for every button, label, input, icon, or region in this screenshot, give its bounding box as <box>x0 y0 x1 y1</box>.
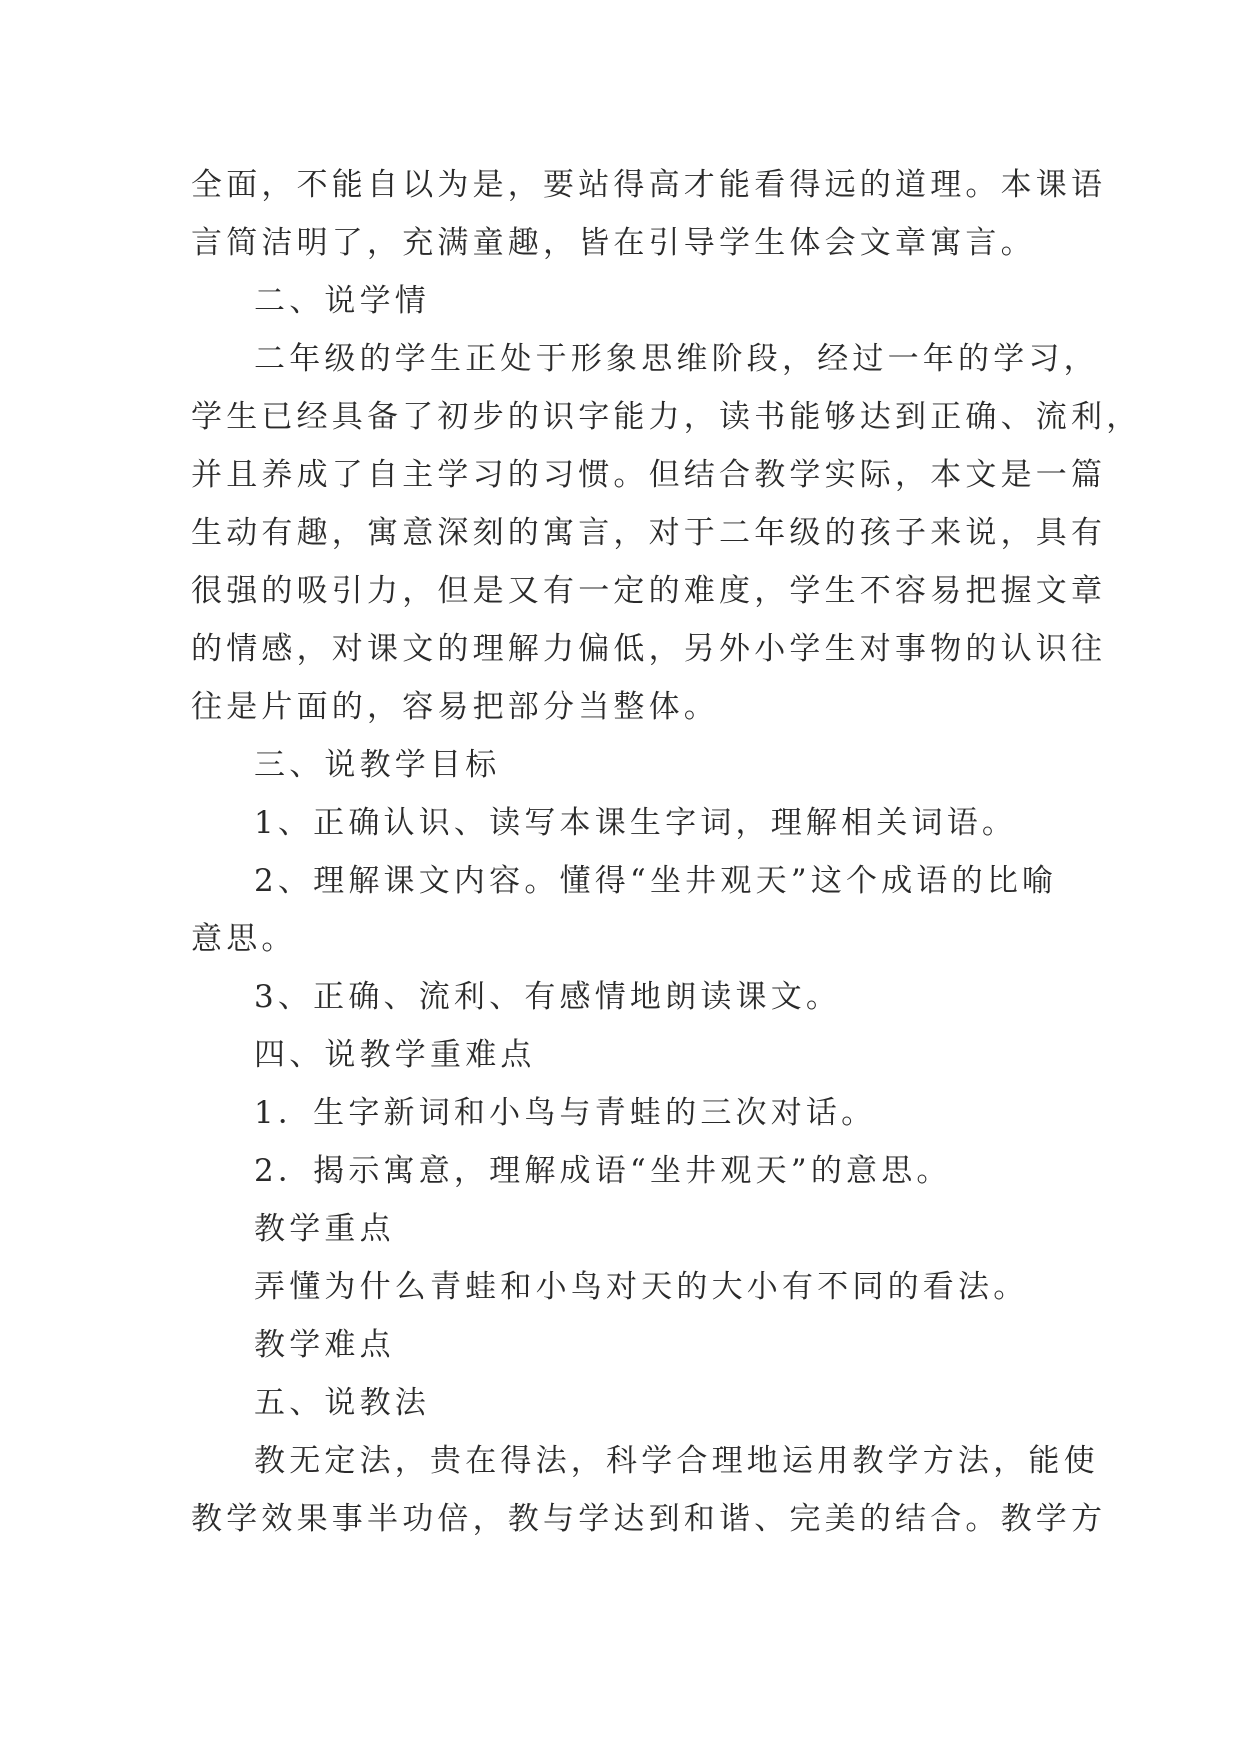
list-item: 2、理解课文内容。懂得“坐井观天”这个成语的比喻 <box>254 863 1058 899</box>
section-heading: 五、说教法 <box>254 1385 430 1421</box>
paragraph-line: 言简洁明了，充满童趣，皆在引导学生体会文章寓言。 <box>191 225 1036 261</box>
list-item: 3、正确、流利、有感情地朗读课文。 <box>254 979 842 1015</box>
list-item: 1．生字新词和小鸟与青蛙的三次对话。 <box>254 1095 877 1131</box>
section-heading: 四、说教学重难点 <box>254 1037 536 1073</box>
section-heading: 三、说教学目标 <box>254 747 501 783</box>
paragraph-line: 二年级的学生正处于形象思维阶段，经过一年的学习， <box>254 341 1099 377</box>
list-item-continuation: 意思。 <box>191 921 297 957</box>
paragraph-line: 教无定法，贵在得法，科学合理地运用教学方法，能使 <box>254 1443 1099 1479</box>
list-item: 2．揭示寓意，理解成语“坐井观天”的意思。 <box>254 1153 952 1189</box>
list-item: 1、正确认识、读写本课生字词，理解相关词语。 <box>254 805 1018 841</box>
paragraph-line: 弄懂为什么青蛙和小鸟对天的大小有不同的看法。 <box>254 1269 1029 1305</box>
paragraph-line: 全面，不能自以为是，要站得高才能看得远的道理。本课语 <box>191 167 1107 203</box>
paragraph-line: 很强的吸引力，但是又有一定的难度，学生不容易把握文章 <box>191 573 1107 609</box>
section-heading: 二、说学情 <box>254 283 430 319</box>
paragraph-line: 的情感，对课文的理解力偏低，另外小学生对事物的认识往 <box>191 631 1107 667</box>
paragraph-line: 往是片面的，容易把部分当整体。 <box>191 689 719 725</box>
subheading: 教学重点 <box>254 1211 395 1247</box>
paragraph-line: 生动有趣，寓意深刻的寓言，对于二年级的孩子来说，具有 <box>191 515 1107 551</box>
paragraph-line: 教学效果事半功倍，教与学达到和谐、完美的结合。教学方 <box>191 1501 1107 1537</box>
paragraph-line: 并且养成了自主学习的习惯。但结合教学实际，本文是一篇 <box>191 457 1107 493</box>
paragraph-line: 学生已经具备了初步的识字能力，读书能够达到正确、流利， <box>191 399 1142 435</box>
subheading: 教学难点 <box>254 1327 395 1363</box>
